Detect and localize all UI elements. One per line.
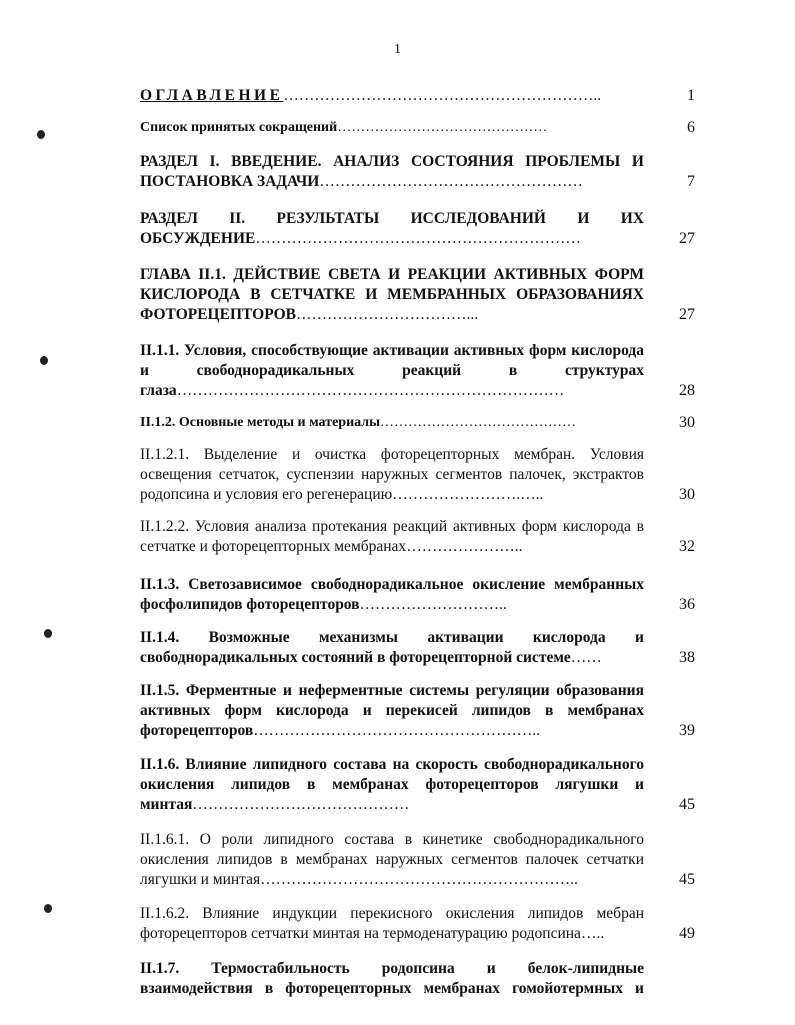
toc-dots: …………………………………………………….. <box>260 871 578 888</box>
toc-entry-2-1-2-1[interactable] <box>140 445 695 505</box>
toc-entry-contents[interactable] <box>140 86 695 106</box>
toc-dots: …………………………………… <box>380 415 577 430</box>
toc-page: 27 <box>679 306 695 323</box>
toc-page: 7 <box>687 173 695 190</box>
toc-title: ГЛАВА II.1. ДЕЙСТВИЕ СВЕТА И РЕАКЦИИ АКТИВНЫХ ФОРМ КИСЛОРОДА В СЕТЧАТКЕ И МЕМБРАННЫХ ОБРАЗОВАНИЯХ ФОТОРЕЦЕПТОРОВ <box>140 266 644 323</box>
toc-title: II.1.6. Влияние липидного состава на скорость свободнорадикального окисления липидов в мембранах фоторецепторов лягушки и минтая <box>140 756 644 813</box>
toc-dots: …………………………………… <box>192 796 410 813</box>
toc-title: II.1.2. Основные методы и материалы <box>140 415 381 430</box>
toc-entry-2-1-2-2[interactable] <box>140 517 695 557</box>
toc-entry-2-1-2[interactable] <box>140 413 695 433</box>
toc-page: 49 <box>679 925 695 942</box>
toc-page: 39 <box>679 722 695 739</box>
toc-page: 45 <box>679 796 695 813</box>
toc-dots: ……………………………………… <box>337 120 548 135</box>
toc-dots: …………………….….. <box>392 486 544 503</box>
toc-entry-chapter-2-1[interactable] <box>140 265 695 325</box>
toc-title: II.1.4. Возможные механизмы активации кислорода и свободнорадикальных состояний в фоторецепторной системе <box>140 629 644 666</box>
toc-page: 38 <box>679 649 695 666</box>
toc-dots: ……………………………………………….. <box>253 722 540 739</box>
toc-title: II.1.5. Ферментные и неферментные системы регуляции образования активных форм кислорода и перекисей липидов в мембранах фоторецепторов <box>140 682 644 739</box>
toc-dots: …………………………………………………….. <box>283 87 602 104</box>
toc-dots: …… <box>570 649 602 666</box>
toc-page: 1 <box>687 87 695 104</box>
toc-entry-2-1-5[interactable] <box>140 681 695 741</box>
toc-entry-2-1-7[interactable] <box>140 959 695 999</box>
toc-title: II.1.7. Термостабильность родопсина и белок-липидные взаимодействия в фоторецепторных мембранах гомойотермных и <box>140 960 644 997</box>
toc-entry-section-1[interactable] <box>140 152 695 192</box>
toc-dots: ………………….. <box>406 538 523 555</box>
toc-entry-2-1-3[interactable] <box>140 575 695 615</box>
toc-page: 36 <box>679 596 695 613</box>
toc-title: РАЗДЕЛ I. ВВЕДЕНИЕ. АНАЛИЗ СОСТОЯНИЯ ПРОБЛЕМЫ И ПОСТАНОВКА ЗАДАЧИ <box>140 153 644 190</box>
toc-dots: ……………………………………………………… <box>255 230 581 247</box>
toc-page: 45 <box>679 871 695 888</box>
toc-entry-abbreviations[interactable] <box>140 118 695 138</box>
toc-title: II.1.6.1. О роли липидного состава в кинетике свободнорадикального окисления липидов в мембранах наружных сегментов палочек сетчатки лягушки и минтая <box>140 831 644 888</box>
toc-page: 32 <box>679 538 695 555</box>
toc-entry-2-1-6[interactable] <box>140 755 695 815</box>
toc-dots: ………………………………………………………………… <box>176 382 565 399</box>
toc-dots: …………………………………………… <box>319 173 583 190</box>
toc-page: 30 <box>679 486 695 503</box>
toc-title: II.1.1. Условия, способствующие активации активных форм кислорода и свободнорадикальных реакций в структурах глаза <box>140 342 644 399</box>
toc-dots: ……………………….. <box>359 596 507 613</box>
toc-page: 27 <box>679 230 695 247</box>
toc-dots: ……………………………... <box>295 306 479 323</box>
toc-entry-2-1-6-2[interactable] <box>140 904 695 944</box>
punch-hole-3 <box>44 629 52 638</box>
toc-title: II.1.6.2. Влияние индукции перекисного окисления липидов мебран фоторецепторов сетчатки минтая на термоденатурацию родопсина <box>140 905 644 942</box>
toc-dots: ….. <box>580 925 605 942</box>
toc-title: II.1.3. Светозависимое свободнорадикальное окисление мембранных фосфолипидов фоторецепторов <box>140 576 644 613</box>
toc-title: II.1.2.1. Выделение и очистка фоторецепторных мембран. Условия освещения сетчаток, суспензии наружных сегментов палочек, экстрактов родопсина и условия его регенерацию <box>140 446 644 503</box>
toc-title: Список принятых сокращений <box>140 120 338 135</box>
toc-page: 30 <box>679 414 695 431</box>
toc-entry-section-2[interactable] <box>140 209 695 249</box>
page-number: 1 <box>394 42 401 57</box>
toc-page: 6 <box>687 119 695 136</box>
toc-entry-2-1-4[interactable] <box>140 628 695 668</box>
toc-entry-2-1-6-1[interactable] <box>140 830 695 890</box>
toc-page: 28 <box>679 382 695 399</box>
toc-title: ОГЛАВЛЕНИЕ <box>140 87 284 104</box>
table-of-contents <box>140 84 695 999</box>
toc-title: II.1.2.2. Условия анализа протекания реакций активных форм кислорода в сетчатке и фоторецепторных мембранах <box>140 518 644 555</box>
punch-hole-1 <box>37 130 45 139</box>
punch-hole-2 <box>40 356 48 365</box>
toc-entry-2-1-1[interactable] <box>140 341 695 401</box>
toc-title: РАЗДЕЛ II. РЕЗУЛЬТАТЫ ИССЛЕДОВАНИЙ И ИХ ОБСУЖДЕНИЕ <box>140 210 644 247</box>
punch-hole-4 <box>44 904 52 913</box>
